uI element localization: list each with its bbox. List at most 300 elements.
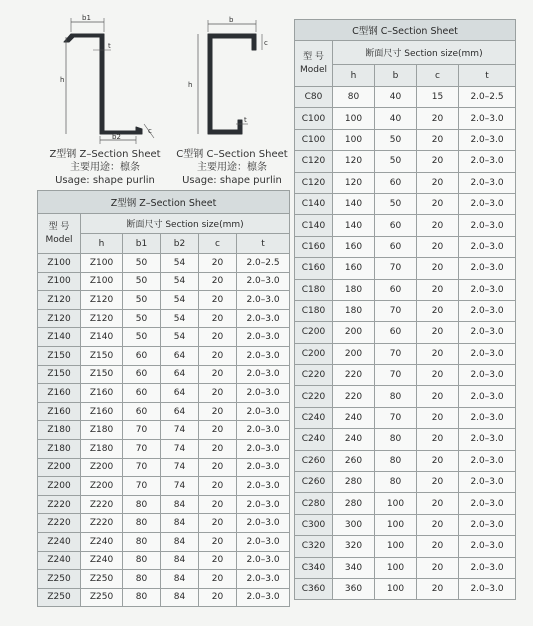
value-cell: 2.0–3.0 bbox=[459, 322, 516, 343]
value-cell: 2.0–3.0 bbox=[459, 578, 516, 599]
value-cell: 2.0–3.0 bbox=[459, 514, 516, 535]
table-row bbox=[38, 421, 290, 440]
value-cell: 54 bbox=[161, 309, 199, 328]
value-cell: 2.0–3.0 bbox=[459, 365, 516, 386]
value-cell: Z120 bbox=[81, 309, 123, 328]
model-cell: C360 bbox=[295, 578, 333, 599]
value-cell: 2.0–2.5 bbox=[237, 254, 290, 273]
value-cell: 100 bbox=[375, 536, 417, 557]
value-cell: 240 bbox=[333, 429, 375, 450]
value-cell: 70 bbox=[375, 258, 417, 279]
value-cell: Z240 bbox=[81, 532, 123, 551]
table-row bbox=[295, 536, 516, 557]
z-dim-b2: b2 bbox=[112, 133, 121, 141]
model-cell: Z140 bbox=[38, 328, 81, 347]
value-cell: 54 bbox=[161, 254, 199, 273]
table-row bbox=[38, 272, 290, 291]
table-row bbox=[295, 343, 516, 364]
table-row bbox=[38, 291, 290, 310]
table-row bbox=[295, 151, 516, 172]
model-cell: C260 bbox=[295, 450, 333, 471]
value-cell: Z120 bbox=[81, 291, 123, 310]
model-cell: Z120 bbox=[38, 309, 81, 328]
table-row bbox=[295, 450, 516, 471]
value-cell: 20 bbox=[417, 450, 459, 471]
value-cell: 280 bbox=[333, 472, 375, 493]
value-cell: 84 bbox=[161, 514, 199, 533]
value-cell: 70 bbox=[123, 458, 161, 477]
value-cell: 74 bbox=[161, 421, 199, 440]
c-dim-t: t bbox=[244, 116, 247, 124]
z-model-header-line: 型 号 bbox=[48, 221, 70, 232]
value-cell: 50 bbox=[123, 291, 161, 310]
table-row bbox=[295, 279, 516, 300]
model-cell: Z200 bbox=[38, 477, 81, 496]
value-cell: 2.0–3.0 bbox=[459, 151, 516, 172]
value-cell: 2.0–3.0 bbox=[459, 215, 516, 236]
table-row bbox=[295, 258, 516, 279]
value-cell: 20 bbox=[199, 570, 237, 589]
value-cell: 20 bbox=[199, 254, 237, 273]
value-cell: 64 bbox=[161, 384, 199, 403]
value-cell: 2.0–3.0 bbox=[459, 493, 516, 514]
value-cell: 80 bbox=[123, 495, 161, 514]
model-cell: C180 bbox=[295, 300, 333, 321]
c-diagram-caption bbox=[172, 148, 292, 187]
z-section-table bbox=[37, 190, 290, 607]
z-diagram-title: Z型钢 Z–Section Sheet bbox=[49, 149, 161, 160]
value-cell: 74 bbox=[161, 439, 199, 458]
value-cell: 20 bbox=[417, 472, 459, 493]
c-table-col-h: h bbox=[333, 65, 375, 87]
model-cell: C160 bbox=[295, 236, 333, 257]
table-row bbox=[295, 578, 516, 599]
table-row bbox=[38, 384, 290, 403]
c-model-header-line: Model bbox=[299, 64, 328, 75]
value-cell: 20 bbox=[199, 439, 237, 458]
c-diagram-usage-cn: 主要用途：檩条 bbox=[197, 162, 267, 173]
value-cell: 300 bbox=[333, 514, 375, 535]
value-cell: 2.0–3.0 bbox=[459, 108, 516, 129]
value-cell: 220 bbox=[333, 365, 375, 386]
value-cell: 20 bbox=[199, 365, 237, 384]
value-cell: 2.0–3.0 bbox=[459, 258, 516, 279]
value-cell: 180 bbox=[333, 300, 375, 321]
value-cell: 100 bbox=[333, 108, 375, 129]
value-cell: 64 bbox=[161, 365, 199, 384]
table-row bbox=[38, 458, 290, 477]
value-cell: 20 bbox=[199, 477, 237, 496]
table-row bbox=[295, 429, 516, 450]
value-cell: 100 bbox=[375, 514, 417, 535]
c-section-diagram bbox=[182, 12, 282, 147]
table-row bbox=[295, 129, 516, 150]
value-cell: 20 bbox=[199, 551, 237, 570]
model-cell: C240 bbox=[295, 429, 333, 450]
value-cell: 100 bbox=[375, 557, 417, 578]
table-row bbox=[295, 236, 516, 257]
value-cell: 20 bbox=[199, 309, 237, 328]
table-row bbox=[38, 439, 290, 458]
model-cell: C220 bbox=[295, 386, 333, 407]
table-row bbox=[38, 495, 290, 514]
z-section-diagram bbox=[38, 12, 163, 147]
table-row bbox=[295, 322, 516, 343]
value-cell: 20 bbox=[417, 108, 459, 129]
value-cell: 20 bbox=[417, 365, 459, 386]
value-cell: 84 bbox=[161, 532, 199, 551]
model-cell: C320 bbox=[295, 536, 333, 557]
z-table-col-h: h bbox=[81, 234, 123, 254]
value-cell: 80 bbox=[123, 551, 161, 570]
value-cell: Z250 bbox=[81, 570, 123, 589]
value-cell: 20 bbox=[199, 384, 237, 403]
value-cell: Z140 bbox=[81, 328, 123, 347]
c-dim-b: b bbox=[229, 16, 234, 24]
value-cell: 80 bbox=[123, 532, 161, 551]
model-cell: Z250 bbox=[38, 570, 81, 589]
value-cell: 2.0–3.0 bbox=[237, 477, 290, 496]
table-row bbox=[295, 215, 516, 236]
value-cell: 84 bbox=[161, 551, 199, 570]
value-cell: 20 bbox=[199, 514, 237, 533]
value-cell: Z100 bbox=[81, 254, 123, 273]
c-table-title: C型钢 C–Section Sheet bbox=[295, 20, 516, 41]
table-row bbox=[38, 551, 290, 570]
c-diagram-title: C型钢 C–Section Sheet bbox=[176, 149, 288, 160]
value-cell: 80 bbox=[123, 588, 161, 607]
value-cell: 20 bbox=[199, 402, 237, 421]
model-cell: C340 bbox=[295, 557, 333, 578]
value-cell: Z150 bbox=[81, 365, 123, 384]
value-cell: 200 bbox=[333, 322, 375, 343]
table-row bbox=[295, 472, 516, 493]
model-cell: C240 bbox=[295, 407, 333, 428]
model-cell: C180 bbox=[295, 279, 333, 300]
value-cell: 2.0–3.0 bbox=[459, 407, 516, 428]
value-cell: 2.0–3.0 bbox=[459, 429, 516, 450]
value-cell: 2.0–3.0 bbox=[237, 588, 290, 607]
z-dim-b1: b1 bbox=[82, 14, 91, 22]
value-cell: 20 bbox=[417, 215, 459, 236]
value-cell: Z160 bbox=[81, 402, 123, 421]
z-model-header-line: Model bbox=[45, 234, 73, 245]
value-cell: 20 bbox=[417, 429, 459, 450]
value-cell: 54 bbox=[161, 272, 199, 291]
table-row bbox=[38, 532, 290, 551]
value-cell: Z160 bbox=[81, 384, 123, 403]
value-cell: 160 bbox=[333, 236, 375, 257]
c-model-header-line: 型 号 bbox=[303, 51, 324, 62]
table-row bbox=[38, 477, 290, 496]
value-cell: 2.0–3.0 bbox=[459, 557, 516, 578]
model-cell: Z240 bbox=[38, 551, 81, 570]
value-cell: 20 bbox=[417, 536, 459, 557]
model-cell: C160 bbox=[295, 258, 333, 279]
value-cell: 50 bbox=[375, 129, 417, 150]
table-row bbox=[38, 254, 290, 273]
value-cell: 220 bbox=[333, 386, 375, 407]
table-row bbox=[38, 365, 290, 384]
value-cell: 54 bbox=[161, 291, 199, 310]
value-cell: 74 bbox=[161, 477, 199, 496]
value-cell: 80 bbox=[333, 87, 375, 108]
value-cell: 74 bbox=[161, 458, 199, 477]
value-cell: 100 bbox=[375, 493, 417, 514]
model-cell: Z200 bbox=[38, 458, 81, 477]
value-cell: 80 bbox=[375, 472, 417, 493]
value-cell: 20 bbox=[199, 495, 237, 514]
value-cell: 20 bbox=[199, 346, 237, 365]
value-cell: 2.0–3.0 bbox=[459, 193, 516, 214]
value-cell: 60 bbox=[375, 322, 417, 343]
table-row bbox=[295, 87, 516, 108]
value-cell: 20 bbox=[199, 588, 237, 607]
model-cell: C100 bbox=[295, 108, 333, 129]
model-cell: Z240 bbox=[38, 532, 81, 551]
value-cell: 70 bbox=[123, 477, 161, 496]
value-cell: 2.0–3.0 bbox=[237, 309, 290, 328]
value-cell: 240 bbox=[333, 407, 375, 428]
value-cell: 140 bbox=[333, 193, 375, 214]
table-row bbox=[38, 402, 290, 421]
z-table-col-b2: b2 bbox=[161, 234, 199, 254]
value-cell: 280 bbox=[333, 493, 375, 514]
model-cell: Z100 bbox=[38, 272, 81, 291]
value-cell: 60 bbox=[375, 172, 417, 193]
value-cell: 2.0–3.0 bbox=[459, 129, 516, 150]
value-cell: 60 bbox=[123, 384, 161, 403]
model-cell: Z120 bbox=[38, 291, 81, 310]
table-row bbox=[295, 557, 516, 578]
table-row bbox=[38, 309, 290, 328]
value-cell: 50 bbox=[123, 328, 161, 347]
value-cell: 20 bbox=[199, 272, 237, 291]
value-cell: 180 bbox=[333, 279, 375, 300]
c-table-col-b: b bbox=[375, 65, 417, 87]
value-cell: 50 bbox=[123, 254, 161, 273]
table-row bbox=[295, 193, 516, 214]
table-row bbox=[295, 407, 516, 428]
c-table-col-c: c bbox=[417, 65, 459, 87]
value-cell: 20 bbox=[417, 322, 459, 343]
z-diagram-usage-cn: 主要用途：檩条 bbox=[70, 162, 140, 173]
model-cell: Z160 bbox=[38, 402, 81, 421]
value-cell: 40 bbox=[375, 108, 417, 129]
value-cell: Z240 bbox=[81, 551, 123, 570]
value-cell: 80 bbox=[123, 570, 161, 589]
value-cell: 20 bbox=[417, 279, 459, 300]
value-cell: Z220 bbox=[81, 514, 123, 533]
value-cell: 80 bbox=[375, 429, 417, 450]
model-cell: Z150 bbox=[38, 346, 81, 365]
value-cell: 2.0–2.5 bbox=[459, 87, 516, 108]
value-cell: 2.0–3.0 bbox=[237, 328, 290, 347]
table-row bbox=[295, 172, 516, 193]
value-cell: 64 bbox=[161, 346, 199, 365]
value-cell: 2.0–3.0 bbox=[237, 291, 290, 310]
value-cell: 15 bbox=[417, 87, 459, 108]
z-diagram-usage-en: Usage: shape purlin bbox=[55, 175, 155, 186]
z-dim-h: h bbox=[60, 76, 65, 84]
model-cell: C300 bbox=[295, 514, 333, 535]
value-cell: 2.0–3.0 bbox=[237, 272, 290, 291]
value-cell: 20 bbox=[417, 493, 459, 514]
value-cell: 70 bbox=[375, 343, 417, 364]
value-cell: 50 bbox=[123, 309, 161, 328]
z-dim-t: t bbox=[108, 42, 111, 50]
value-cell: 2.0–3.0 bbox=[459, 300, 516, 321]
table-row bbox=[38, 346, 290, 365]
c-size-header: 断面尺寸 Section size(mm) bbox=[333, 41, 516, 65]
value-cell: 200 bbox=[333, 343, 375, 364]
value-cell: 20 bbox=[417, 386, 459, 407]
value-cell: 80 bbox=[375, 450, 417, 471]
value-cell: 2.0–3.0 bbox=[237, 458, 290, 477]
value-cell: 2.0–3.0 bbox=[237, 551, 290, 570]
value-cell: 20 bbox=[417, 514, 459, 535]
c-diagram-usage-en: Usage: shape purlin bbox=[182, 175, 282, 186]
value-cell: 120 bbox=[333, 172, 375, 193]
value-cell: 70 bbox=[375, 300, 417, 321]
value-cell: Z100 bbox=[81, 272, 123, 291]
model-cell: C120 bbox=[295, 151, 333, 172]
value-cell: Z180 bbox=[81, 439, 123, 458]
value-cell: 320 bbox=[333, 536, 375, 557]
value-cell: Z180 bbox=[81, 421, 123, 440]
table-row bbox=[295, 300, 516, 321]
value-cell: 2.0–3.0 bbox=[237, 365, 290, 384]
value-cell: 20 bbox=[417, 578, 459, 599]
model-cell: C200 bbox=[295, 322, 333, 343]
value-cell: 40 bbox=[375, 87, 417, 108]
value-cell: 70 bbox=[123, 421, 161, 440]
z-size-header: 断面尺寸 Section size(mm) bbox=[81, 214, 290, 234]
table-row bbox=[295, 493, 516, 514]
table-row bbox=[38, 588, 290, 607]
table-row bbox=[38, 328, 290, 347]
value-cell: 2.0–3.0 bbox=[237, 346, 290, 365]
value-cell: 70 bbox=[375, 365, 417, 386]
value-cell: 20 bbox=[417, 193, 459, 214]
table-row bbox=[295, 514, 516, 535]
value-cell: 2.0–3.0 bbox=[459, 536, 516, 557]
value-cell: Z150 bbox=[81, 346, 123, 365]
z-table-col-t: t bbox=[237, 234, 290, 254]
value-cell: 2.0–3.0 bbox=[237, 421, 290, 440]
value-cell: 140 bbox=[333, 215, 375, 236]
model-cell: C80 bbox=[295, 87, 333, 108]
value-cell: Z200 bbox=[81, 458, 123, 477]
model-cell: Z250 bbox=[38, 588, 81, 607]
value-cell: 2.0–3.0 bbox=[459, 236, 516, 257]
value-cell: 70 bbox=[375, 407, 417, 428]
model-cell: Z220 bbox=[38, 514, 81, 533]
table-row bbox=[295, 365, 516, 386]
value-cell: 50 bbox=[375, 193, 417, 214]
value-cell: 60 bbox=[375, 279, 417, 300]
model-cell: C220 bbox=[295, 365, 333, 386]
value-cell: 2.0–3.0 bbox=[237, 514, 290, 533]
value-cell: 54 bbox=[161, 328, 199, 347]
c-dim-c: c bbox=[264, 39, 268, 47]
value-cell: 50 bbox=[375, 151, 417, 172]
value-cell: 2.0–3.0 bbox=[459, 472, 516, 493]
z-table-col-b1: b1 bbox=[123, 234, 161, 254]
value-cell: 20 bbox=[417, 407, 459, 428]
value-cell: 340 bbox=[333, 557, 375, 578]
value-cell: Z250 bbox=[81, 588, 123, 607]
value-cell: 160 bbox=[333, 258, 375, 279]
value-cell: 2.0–3.0 bbox=[459, 450, 516, 471]
c-table-col-t: t bbox=[459, 65, 516, 87]
value-cell: 20 bbox=[417, 172, 459, 193]
value-cell: 2.0–3.0 bbox=[237, 402, 290, 421]
model-cell: C260 bbox=[295, 472, 333, 493]
model-cell: C100 bbox=[295, 129, 333, 150]
table-row bbox=[295, 108, 516, 129]
z-table-title: Z型钢 Z–Section Sheet bbox=[38, 191, 290, 214]
value-cell: 20 bbox=[199, 458, 237, 477]
value-cell: 20 bbox=[199, 421, 237, 440]
value-cell: 84 bbox=[161, 570, 199, 589]
value-cell: 2.0–3.0 bbox=[459, 386, 516, 407]
value-cell: 20 bbox=[417, 258, 459, 279]
value-cell: 120 bbox=[333, 151, 375, 172]
value-cell: 2.0–3.0 bbox=[237, 495, 290, 514]
value-cell: 20 bbox=[417, 300, 459, 321]
value-cell: 20 bbox=[417, 343, 459, 364]
z-diagram-caption bbox=[40, 148, 170, 187]
value-cell: 50 bbox=[123, 272, 161, 291]
value-cell: 80 bbox=[375, 386, 417, 407]
c-dim-h: h bbox=[188, 81, 193, 89]
value-cell: 60 bbox=[123, 346, 161, 365]
value-cell: 84 bbox=[161, 495, 199, 514]
value-cell: 2.0–3.0 bbox=[459, 279, 516, 300]
value-cell: 2.0–3.0 bbox=[459, 343, 516, 364]
model-cell: Z100 bbox=[38, 254, 81, 273]
value-cell: 2.0–3.0 bbox=[237, 439, 290, 458]
value-cell: 2.0–3.0 bbox=[237, 532, 290, 551]
value-cell: 20 bbox=[199, 532, 237, 551]
table-row bbox=[38, 570, 290, 589]
value-cell: Z220 bbox=[81, 495, 123, 514]
c-model-header bbox=[295, 41, 333, 87]
z-table-col-c: c bbox=[199, 234, 237, 254]
value-cell: 80 bbox=[123, 514, 161, 533]
c-section-table bbox=[294, 19, 516, 600]
model-cell: C140 bbox=[295, 193, 333, 214]
table-row bbox=[295, 386, 516, 407]
z-model-header bbox=[38, 214, 81, 254]
value-cell: 260 bbox=[333, 450, 375, 471]
z-dim-c: c bbox=[148, 127, 152, 135]
value-cell: 20 bbox=[199, 328, 237, 347]
model-cell: C280 bbox=[295, 493, 333, 514]
value-cell: 20 bbox=[199, 291, 237, 310]
value-cell: 84 bbox=[161, 588, 199, 607]
value-cell: 2.0–3.0 bbox=[237, 384, 290, 403]
value-cell: 20 bbox=[417, 557, 459, 578]
value-cell: 360 bbox=[333, 578, 375, 599]
value-cell: 70 bbox=[123, 439, 161, 458]
value-cell: 2.0–3.0 bbox=[459, 172, 516, 193]
value-cell: 60 bbox=[123, 365, 161, 384]
model-cell: C120 bbox=[295, 172, 333, 193]
value-cell: Z200 bbox=[81, 477, 123, 496]
model-cell: Z220 bbox=[38, 495, 81, 514]
